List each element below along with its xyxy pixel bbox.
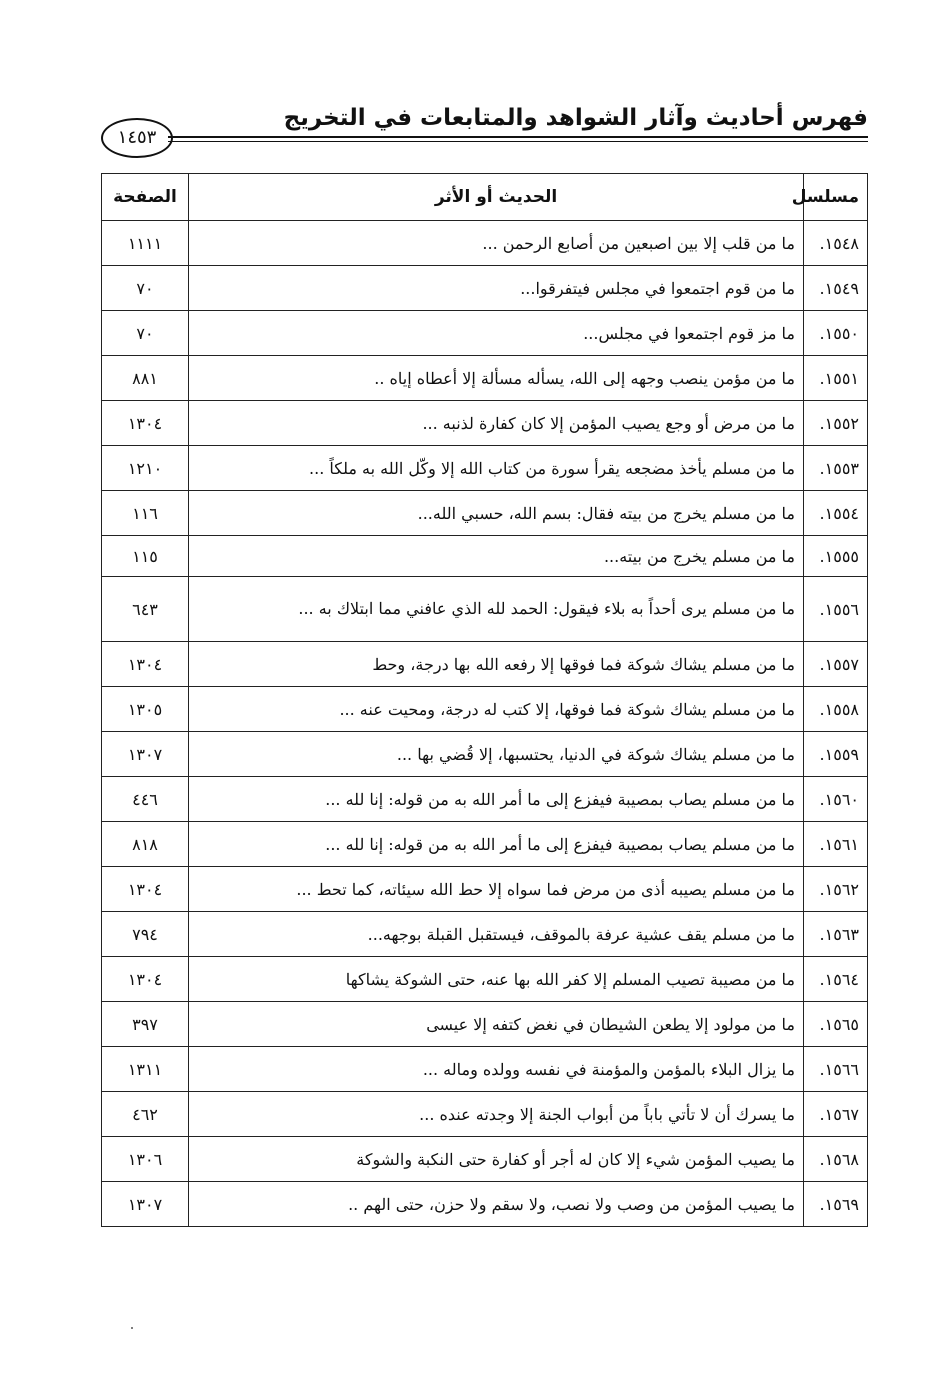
- serial-cell: ١٥٤٨.: [804, 221, 868, 266]
- serial-cell: ١٥٦٤.: [804, 957, 868, 1002]
- serial-cell: ١٥٥٦.: [804, 577, 868, 642]
- running-title: فهرس أحاديث وآثار الشواهد والمتابعات في التخريج: [283, 105, 868, 131]
- page-cell: ٨٨١: [102, 356, 189, 401]
- page-cell: ٤٦٢: [102, 1092, 189, 1137]
- serial-cell: ١٥٥٧.: [804, 642, 868, 687]
- table-row: [102, 221, 868, 266]
- table-row: [102, 401, 868, 446]
- page-cell: ١٣٠٤: [102, 957, 189, 1002]
- column-header-page: الصفحة: [102, 174, 189, 221]
- table-row: [102, 912, 868, 957]
- page-cell: ٦٤٣: [102, 577, 189, 642]
- text-cell: ما من مسلم يخرج من بيته فقال: بسم الله، حسبي الله...: [189, 491, 804, 536]
- table-row: [102, 957, 868, 1002]
- table-row: [102, 1137, 868, 1182]
- serial-cell: ١٥٦٩.: [804, 1182, 868, 1227]
- page-cell: ١٣٠٤: [102, 867, 189, 912]
- serial-cell: ١٥٦٨.: [804, 1137, 868, 1182]
- text-cell: ما يصيب المؤمن من وصب ولا نصب، ولا سقم ولا حزن، حتى الهم ..: [189, 1182, 804, 1227]
- page-number: ١٤٥٣: [101, 118, 173, 158]
- page-cell: ١٣٠٤: [102, 401, 189, 446]
- page-cell: ١٣٠٧: [102, 1182, 189, 1227]
- table-row: [102, 732, 868, 777]
- table-row: [102, 311, 868, 356]
- table-row: [102, 536, 868, 577]
- scan-speck: [131, 1327, 133, 1329]
- text-cell: ما من مسلم يقف عشية عرفة بالموقف، فيستقبل القبلة بوجهه...: [189, 912, 804, 957]
- text-cell: ما من مسلم يخرج من بيته...: [189, 536, 804, 577]
- serial-cell: ١٥٥٨.: [804, 687, 868, 732]
- text-cell: ما من قوم اجتمعوا في مجلس فيتفرقوا...: [189, 266, 804, 311]
- hadith-index-table: [101, 173, 868, 1227]
- page-cell: ٨١٨: [102, 822, 189, 867]
- text-cell: ما من مسلم يصاب بمصيبة فيفزع إلى ما أمر الله به من قوله: إنا لله ...: [189, 822, 804, 867]
- table-row: [102, 446, 868, 491]
- page-cell: ٤٤٦: [102, 777, 189, 822]
- serial-cell: ١٥٥٢.: [804, 401, 868, 446]
- page-cell: ١١٦: [102, 491, 189, 536]
- text-cell: ما من مسلم يشاك شوكة في الدنيا، يحتسبها، إلا قُضي بها ...: [189, 732, 804, 777]
- page-cell: ٣٩٧: [102, 1002, 189, 1047]
- page-cell: ١٣١١: [102, 1047, 189, 1092]
- serial-cell: ١٥٦٢.: [804, 867, 868, 912]
- text-cell: ما من مؤمن ينصب وجهه إلى الله، يسأله مسألة إلا أعطاه إياه ..: [189, 356, 804, 401]
- serial-cell: ١٥٦٦.: [804, 1047, 868, 1092]
- text-cell: ما من قلب إلا بين اصبعين من أصابع الرحمن ...: [189, 221, 804, 266]
- serial-cell: ١٥٦٠.: [804, 777, 868, 822]
- text-cell: ما يسرك أن لا تأتي باباً من أبواب الجنة إلا وجدته عنده ...: [189, 1092, 804, 1137]
- table-header-row: [102, 174, 868, 221]
- text-cell: ما من مسلم يصيبه أذى من مرض فما سواه إلا حط الله سيئاته، كما تحط ...: [189, 867, 804, 912]
- page-cell: ١٣٠٦: [102, 1137, 189, 1182]
- page-cell: ٧٠: [102, 311, 189, 356]
- page-cell: ١٣٠٥: [102, 687, 189, 732]
- text-cell: ما من مسلم يشاك شوكة فما فوقها إلا رفعه الله بها درجة، وحط: [189, 642, 804, 687]
- serial-cell: ١٥٦٥.: [804, 1002, 868, 1047]
- table-row: [102, 1092, 868, 1137]
- serial-cell: ١٥٥٥.: [804, 536, 868, 577]
- table-row: [102, 867, 868, 912]
- table-row: [102, 642, 868, 687]
- text-cell: ما من مسلم يصاب بمصيبة فيفزع إلى ما أمر الله به من قوله: إنا لله ...: [189, 777, 804, 822]
- serial-cell: ١٥٦٣.: [804, 912, 868, 957]
- table-row: [102, 1047, 868, 1092]
- text-cell: ما يزال البلاء بالمؤمن والمؤمنة في نفسه وولده وماله ...: [189, 1047, 804, 1092]
- serial-cell: ١٥٤٩.: [804, 266, 868, 311]
- page-cell: ١١١١: [102, 221, 189, 266]
- serial-cell: ١٥٥٤.: [804, 491, 868, 536]
- page-cell: ١٣٠٧: [102, 732, 189, 777]
- page-cell: ١١٥: [102, 536, 189, 577]
- header-rule: [168, 136, 868, 138]
- column-header-serial: مسلسل: [804, 174, 868, 221]
- header-rule-thin: [168, 141, 868, 142]
- text-cell: ما مز قوم اجتمعوا في مجلس...: [189, 311, 804, 356]
- serial-cell: ١٥٥٠.: [804, 311, 868, 356]
- text-cell: ما من مصيبة تصيب المسلم إلا كفر الله بها عنه، حتى الشوكة يشاكها: [189, 957, 804, 1002]
- serial-cell: ١٥٦١.: [804, 822, 868, 867]
- serial-cell: ١٥٦٧.: [804, 1092, 868, 1137]
- serial-cell: ١٥٥١.: [804, 356, 868, 401]
- page-cell: ١٢١٠: [102, 446, 189, 491]
- text-cell: ما يصيب المؤمن شيء إلا كان له أجر أو كفارة حتى النكبة والشوكة: [189, 1137, 804, 1182]
- text-cell: ما من مسلم يرى أحداً به بلاء فيقول: الحمد لله الذي عافني مما ابتلاك به ...: [189, 577, 804, 642]
- page-cell: ١٣٠٤: [102, 642, 189, 687]
- table-row: [102, 266, 868, 311]
- table-row: [102, 1002, 868, 1047]
- table-row: [102, 1182, 868, 1227]
- text-cell: ما من مسلم يأخذ مضجعه يقرأ سورة من كتاب الله إلا وكّل الله به ملكاً ...: [189, 446, 804, 491]
- text-cell: ما من مسلم يشاك شوكة فما فوقها، إلا كتب له درجة، ومحيت عنه ...: [189, 687, 804, 732]
- table-row: [102, 777, 868, 822]
- table-row: [102, 822, 868, 867]
- table-row: [102, 577, 868, 642]
- text-cell: ما من مرض أو وجع يصيب المؤمن إلا كان كفارة لذنبه ...: [189, 401, 804, 446]
- table-row: [102, 356, 868, 401]
- serial-cell: ١٥٥٩.: [804, 732, 868, 777]
- page-cell: ٧٠: [102, 266, 189, 311]
- table-row: [102, 687, 868, 732]
- text-cell: ما من مولود إلا يطعن الشيطان في نغض كتفه إلا عيسى: [189, 1002, 804, 1047]
- serial-cell: ١٥٥٣.: [804, 446, 868, 491]
- table-row: [102, 491, 868, 536]
- page-cell: ٧٩٤: [102, 912, 189, 957]
- column-header-text: الحديث أو الأثر: [189, 174, 804, 221]
